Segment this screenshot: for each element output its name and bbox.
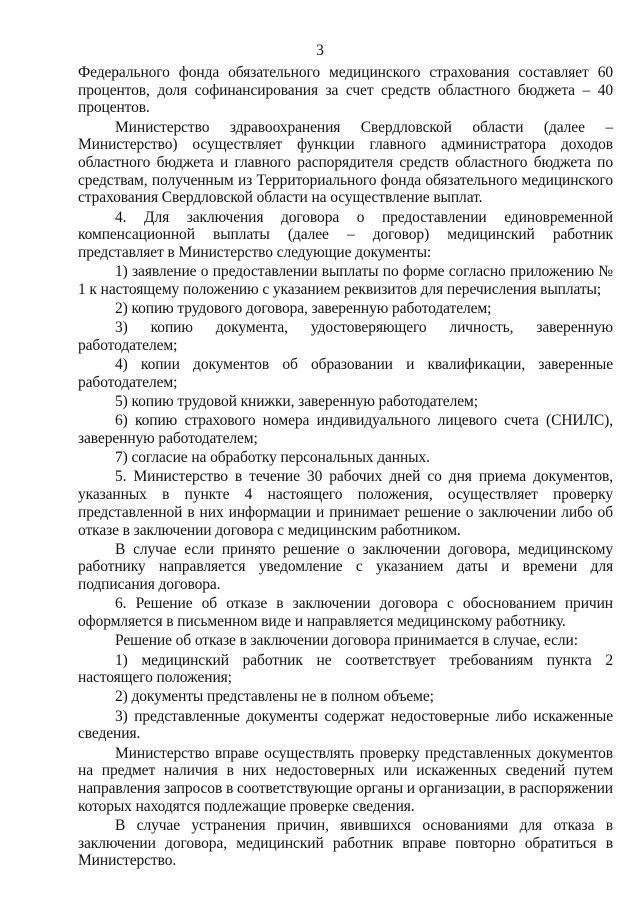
document-body <box>78 64 613 870</box>
paragraph-refusal-cases: Решение об отказе в заключении договора принимается в случае, если: <box>115 632 578 650</box>
paragraph-reapplication: В случае устранения причин, явившихся основаниями для отказа в заключении договора, медицинский работник вправе повторно обратиться в Министерство. <box>78 816 613 870</box>
list-item-snils: 6) копию страхового номера индивидуального лицевого счета (СНИЛС), заверенную работодателем; <box>78 412 613 448</box>
refusal-case-requirements: 1) медицинский работник не соответствует требованиям пункта 2 настоящего положения; <box>78 651 613 687</box>
refusal-case-inaccurate: 3) представленные документы содержат недостоверные либо искаженные сведения. <box>78 707 613 743</box>
list-item-labor-contract: 2) копию трудового договора, заверенную работодателем; <box>115 300 492 318</box>
paragraph-notification: В случае если принято решение о заключении договора, медицинскому работнику направляется уведомление с указанием даты и времени для подписания договора. <box>78 540 613 594</box>
list-item-work-book: 5) копию трудовой книжки, заверенную работодателем; <box>115 393 478 411</box>
paragraph-item-6: 6. Решение об отказе в заключении договора с обоснованием причин оформляется в письменном виде и направляется медицинскому работнику. <box>78 595 613 631</box>
refusal-case-incomplete: 2) документы представлены не в полном объеме; <box>115 688 434 706</box>
list-item-application: 1) заявление о предоставлении выплаты по форме согласно приложению № 1 к настоящему положению с указанием реквизитов для перечисления выплаты; <box>78 263 613 298</box>
page-number: 3 <box>316 42 324 59</box>
paragraph-item-5: 5. Министерство в течение 30 рабочих дней со дня приема документов, указанных в пункте 4 настоящего положения, осуществляет проверку представленной в них информации и принимает решение о заключении либо об отказе в заключении договора с медицинским работником. <box>78 468 613 539</box>
paragraph-verification: Министерство вправе осуществлять проверку представленных документов на предмет наличия в них недостоверных или искаженных сведений путем направления запросов в соответствующие органы и организации, в распоряжении которых находятся подлежащие проверке сведения. <box>78 744 613 815</box>
list-item-identity-document: 3) копию документа, удостоверяющего личность, заверенную работодателем; <box>78 319 613 355</box>
paragraph-item-4: 4. Для заключения договора о предоставлении единовременной компенсационной выплаты (далее – договор) медицинский работник представляет в Министерство следующие документы: <box>78 208 613 262</box>
paragraph-continuation: Федерального фонда обязательного медицинского страхования составляет 60 процентов, доля софинансирования за счет средств областного бюджета – 40 процентов. <box>78 64 613 117</box>
list-item-education-documents: 4) копии документов об образовании и квалификации, заверенные работодателем; <box>78 356 613 391</box>
paragraph-ministry-functions: Министерство здравоохранения Свердловской области (далее – Министерство) осуществляет функции главного администратора доходов областного бюджета и главного распорядителя средств областного бюджета по средствам, полученным из Территориального фонда обязательного медицинского страхования Свердловской области на осуществление выплат. <box>78 118 613 207</box>
list-item-personal-data-consent: 7) согласие на обработку персональных данных. <box>115 449 430 467</box>
